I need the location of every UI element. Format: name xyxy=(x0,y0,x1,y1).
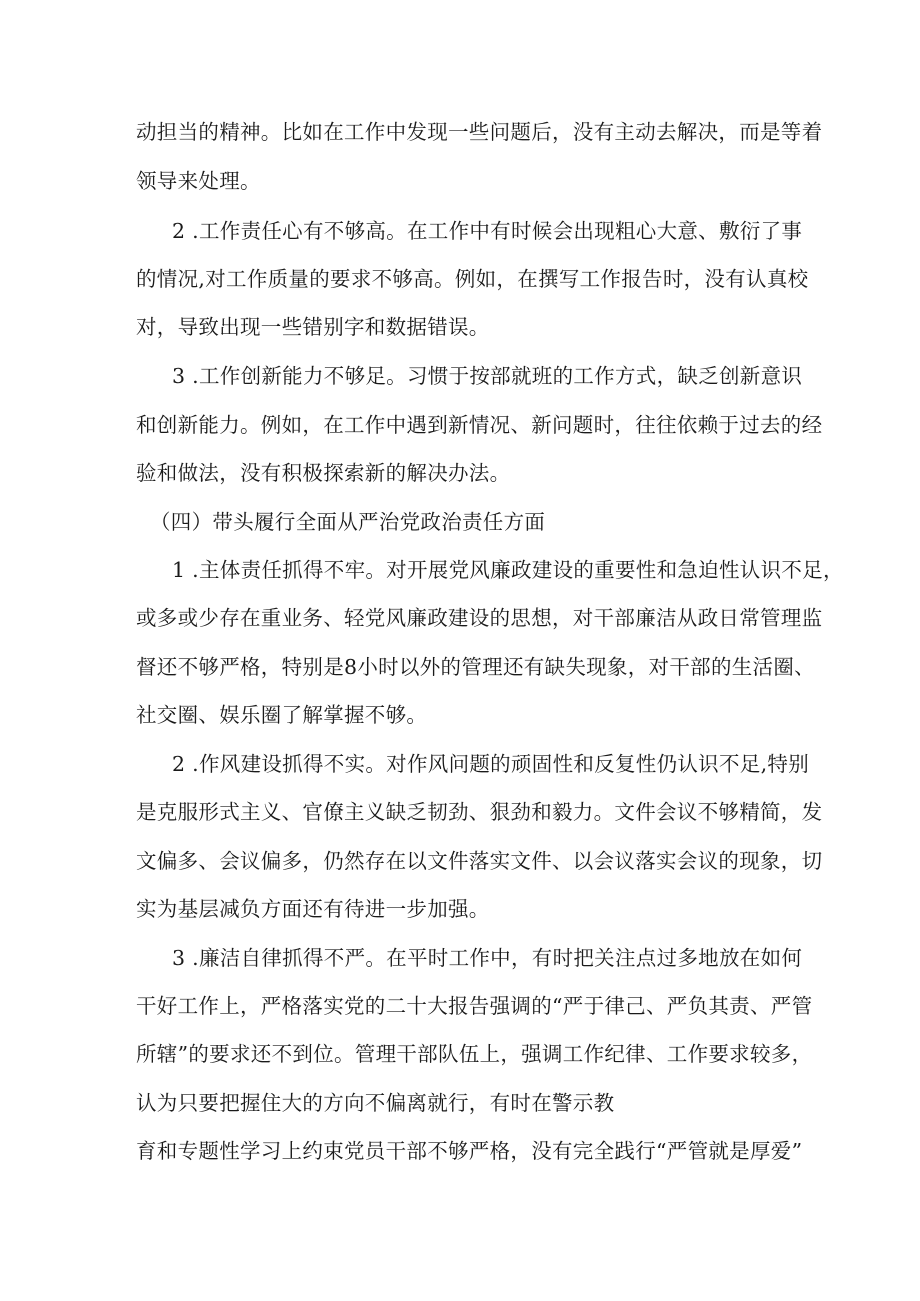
text-line: 1 .主体责任抓得不牢。对开展党风廉政建设的重要性和急迫性认识不足， xyxy=(172,558,844,582)
section-heading: （四）带头履行全面从严治党政治责任方面 xyxy=(150,510,546,534)
text-line: 所辖”的要求还不到位。管理干部队伍上，强调工作纪律、工作要求较多， xyxy=(136,1042,813,1066)
text-line: 3 .工作创新能力不够足。习惯于按部就班的工作方式，缺乏创新意识 xyxy=(172,364,803,388)
text-line: 2 .工作责任心有不够高。在工作中有时候会出现粗心大意、敷衍了事 xyxy=(172,219,803,243)
text-line: 对，导致出现一些错别字和数据错误。 xyxy=(136,315,490,339)
text-line: 认为只要把握住大的方向不偏离就行，有时在警示教 xyxy=(136,1091,615,1115)
text-line: 3 .廉洁自律抓得不严。在平时工作中，有时把关注点过多地放在如何 xyxy=(172,946,803,970)
text-line: 和创新能力。例如，在工作中遇到新情况、新问题时，往往依赖于过去的经 xyxy=(136,413,823,437)
text-line: 社交圈、娱乐圈了解掌握不够。 xyxy=(136,703,428,727)
text-line: 育和专题性学习上约束党员干部不够严格，没有完全践行“严管就是厚爱” xyxy=(136,1139,803,1163)
text-line: 文偏多、会议偏多，仍然存在以文件落实文件、以会议落实会议的现象，切 xyxy=(136,849,823,873)
text-line: 领导来处理。 xyxy=(136,169,261,193)
text-line: 或多或少存在重业务、轻党风廉政建设的思想，对干部廉洁从政日常管理监 xyxy=(136,606,823,630)
text-line: 是克服形式主义、官僚主义缺乏韧劲、狠劲和毅力。文件会议不够精简，发 xyxy=(136,800,823,824)
text-line: 实为基层减负方面还有待进一步加强。 xyxy=(136,897,490,921)
text-line: 督还不够严格，特别是8小时以外的管理还有缺失现象，对干部的生活圈、 xyxy=(136,655,815,679)
text-line: 动担当的精神。比如在工作中发现一些问题后，没有主动去解决，而是等着 xyxy=(136,120,823,144)
text-line: 2 .作风建设抓得不实。对作风问题的顽固性和反复性仍认识不足,特别 xyxy=(172,752,809,776)
text-line: 的情况,对工作质量的要求不够高。例如，在撰写工作报告时，没有认真校 xyxy=(136,267,809,291)
text-line: 干好工作上，严格落实党的二十大报告强调的“严于律己、严负其责、严管 xyxy=(136,994,813,1018)
text-line: 验和做法，没有积极探索新的解决办法。 xyxy=(136,461,511,485)
